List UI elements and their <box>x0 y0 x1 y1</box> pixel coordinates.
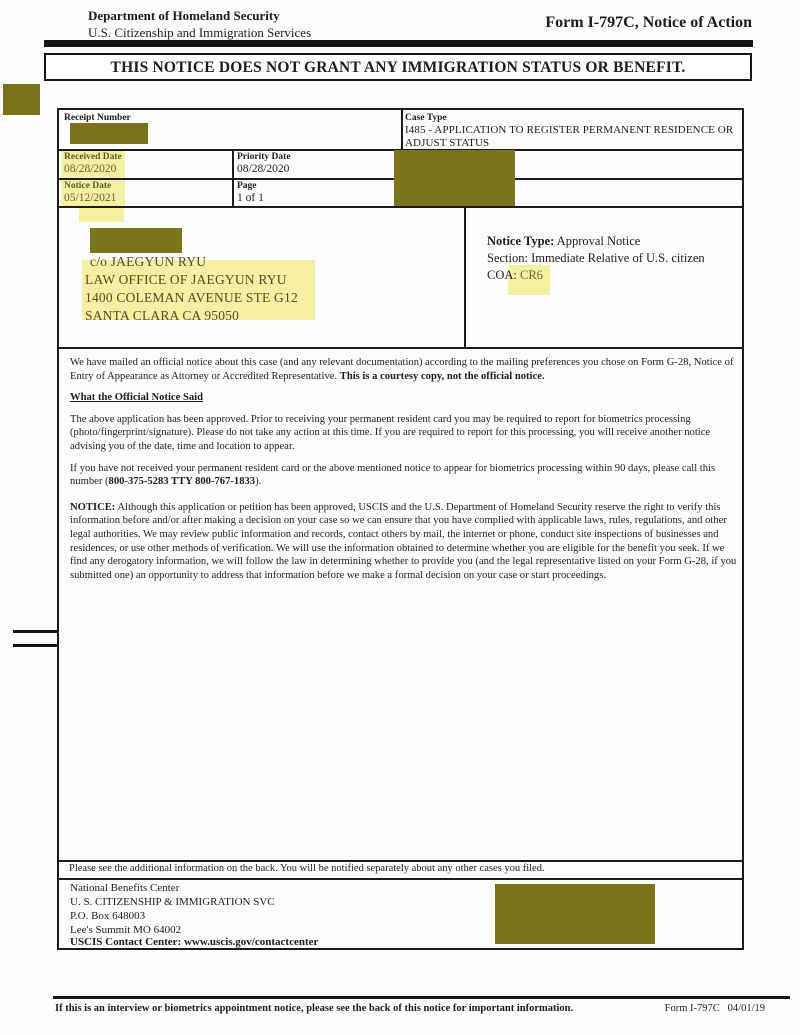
coa-line <box>487 268 543 283</box>
section-label: Section: <box>487 251 528 265</box>
coa-value: CR6 <box>516 268 543 282</box>
header-divider-bar <box>44 40 753 47</box>
bottom-note: If this is an interview or biometrics appointment notice, please see the back of this notice for important information. <box>55 1003 574 1014</box>
addressee-line4: SANTA CLARA CA 95050 <box>85 308 240 323</box>
redaction-case-fields <box>394 150 515 206</box>
redaction-receipt-number <box>70 123 148 144</box>
office-line2: U. S. CITIZENSHIP & IMMIGRATION SVC <box>70 896 275 908</box>
para4-text: Although this application or petition has been approved, USCIS and the U.S. Department of Homeland Security reserve the right to verify this information before and/or after making a decision on your case so we can ensure that you have complied with applicable laws, rules, regulations, and other legal authorities. We may review public information and records, contact others by mail, the internet or phone, conduct site inspections of businesses and residences, or use other methods of verification. We will use the information obtained to determine whether you are eligible for the benefit you seek. If we find any derogatory information, we will follow the law in determining whether to provide you (and the legal representative listed on your Form G-28, if you submitted one) an opportunity to address that information before we make a formal decision on your case or start proceedings. <box>70 501 737 581</box>
case-type-label: Case Type <box>405 113 447 123</box>
agency-name: Department of Homeland Security <box>88 8 280 23</box>
page-label: Page <box>237 181 257 191</box>
form-date: 04/01/19 <box>727 1003 765 1014</box>
body-paragraph-4 <box>70 501 738 583</box>
addressee-care-of: c/o JAEGYUN RYU <box>90 254 207 269</box>
body-heading: What the Official Notice Said <box>70 392 203 404</box>
notice-type-label: Notice Type: <box>487 234 555 248</box>
bottom-form-ref <box>560 1003 765 1014</box>
body-paragraph-2: The above application has been approved. Prior to receiving your permanent resident card you may be required to report for biometrics processing (photo/fingerprint/signature). Please do not take any action at this time. If you are required to report for this processing, you will receive another notice advising you of the date, time and location to appear. <box>70 413 711 452</box>
row-line-5 <box>59 860 742 862</box>
redaction-addressee-name <box>90 228 182 253</box>
office-line4: Lee's Summit MO 64002 <box>70 924 182 936</box>
notice-table <box>57 108 744 950</box>
contact-center-line: USCIS Contact Center: www.uscis.gov/contactcenter <box>70 936 319 948</box>
additional-info-line: Please see the additional information on the back. You will be notified separately about any other cases you filed. <box>69 863 545 874</box>
page-value: 1 of 1 <box>237 192 264 204</box>
office-name: National Benefits Center <box>70 882 180 894</box>
col-line-address <box>464 206 466 349</box>
coa-label: COA: <box>487 268 517 282</box>
received-date-label: Received Date <box>64 152 122 162</box>
office-line3: P.O. Box 648003 <box>70 910 146 922</box>
para3-close: ). <box>255 476 262 488</box>
notice-date-label: Notice Date <box>64 181 112 191</box>
para1-text: We have mailed an official notice about this case (and any relevant documentation) according to the mailing preferences you chose on Form G-28, Notice of Entry of Appearance as Attorney or Accredited Representative. <box>70 357 734 382</box>
body-paragraph-3 <box>70 462 738 489</box>
no-benefit-banner: THIS NOTICE DOES NOT GRANT ANY IMMIGRATION STATUS OR BENEFIT. <box>44 53 752 81</box>
form-ref: Form I-797C <box>664 1003 720 1014</box>
case-type-value: I485 - APPLICATION TO REGISTER PERMANENT RESIDENCE OR ADJUST STATUS <box>405 124 734 149</box>
col-line-dates <box>232 149 234 208</box>
margin-dash-2 <box>13 644 57 647</box>
receipt-number-label: Receipt Number <box>64 113 131 123</box>
bottom-rule <box>53 996 790 999</box>
notice-date-value: 05/12/2021 <box>64 192 117 204</box>
notice-body <box>70 356 738 590</box>
para3-phone-bold: 800-375-5283 TTY 800-767-1833 <box>108 476 256 488</box>
section-value: Immediate Relative of U.S. citizen <box>527 251 705 265</box>
priority-date-value: 08/28/2020 <box>237 163 290 175</box>
body-paragraph-1 <box>70 356 738 383</box>
highlight-stray-mark <box>79 208 124 222</box>
received-date-value: 08/28/2020 <box>64 163 117 175</box>
row-line-4 <box>59 347 742 349</box>
priority-date-label: Priority Date <box>237 152 291 162</box>
agency-subname: U.S. Citizenship and Immigration Services <box>88 25 312 40</box>
para3-text: If you have not received your permanent resident card or the above mentioned notice to appear for biometrics processing within 90 days, please call this number ( <box>70 462 716 488</box>
margin-dash-1 <box>13 630 57 633</box>
para1-bold: This is a courtesy copy, not the official notice. <box>339 370 545 382</box>
section-line <box>487 251 705 266</box>
addressee-line2: LAW OFFICE OF JAEGYUN RYU <box>85 272 287 287</box>
form-title: Form I-797C, Notice of Action <box>545 14 752 31</box>
redaction-barcode <box>495 884 655 944</box>
notice-type-value: Approval Notice <box>554 234 641 248</box>
notice-type-line <box>487 234 640 249</box>
row-line-6 <box>59 878 742 880</box>
redaction-corner-mark <box>3 84 40 115</box>
addressee-line3: 1400 COLEMAN AVENUE STE G12 <box>85 290 298 305</box>
para4-notice-bold: NOTICE: <box>70 501 116 513</box>
